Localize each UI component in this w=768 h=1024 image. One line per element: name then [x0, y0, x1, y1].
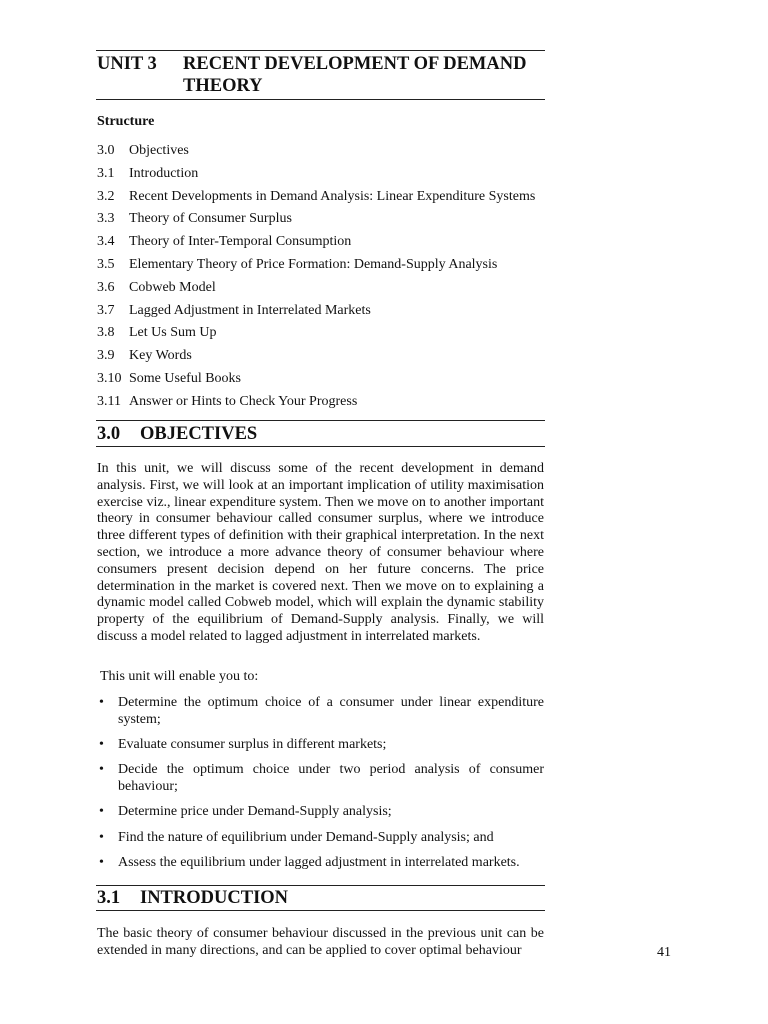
objectives-top-rule [96, 420, 545, 421]
bullet-item: • Determine the optimum choice of a consumer under linear expenditure system; [99, 695, 544, 727]
structure-item: 3.7 Lagged Adjustment in Interrelated Markets [97, 302, 371, 318]
objectives-paragraph: In this unit, we will discuss some of the recent development in demand analysis. First, we will look at an important implication of utility maximisation exercise viz., linear expenditure system. Then we move on to another important theory in consumer behaviour called consumer surplus, where we introduce three different types of definition with their graphical interpretation. In the next section, we introduce a more advance theory of consumer behaviour where consumers present decision depend on her future concerns. The price determination in the market is covered next. Then we move on to explaining a dynamic model called Cobweb model, which will explain the dynamic stability property of the equilibrium of Demand-Supply analysis. Finally, we will discuss a model related to lagged adjustment in interrelated markets. [97, 461, 544, 644]
structure-item: 3.3 Theory of Consumer Surplus [97, 211, 292, 227]
introduction-top-rule [96, 885, 545, 886]
bullet-icon: • [99, 695, 104, 710]
introduction-heading: 3.1 INTRODUCTION [97, 888, 289, 908]
structure-item: 3.9 Key Words [97, 348, 192, 364]
structure-item: 3.11 Answer or Hints to Check Your Progress [97, 393, 358, 409]
bullet-icon: • [99, 737, 104, 753]
bullet-icon: • [99, 829, 104, 845]
unit-heading-rule [96, 99, 545, 100]
bullet-item: • Evaluate consumer surplus in different markets; [99, 737, 387, 753]
introduction-paragraph: The basic theory of consumer behaviour discussed in the previous unit can be extended in many directions, and can be applied to cover optimal behaviour [97, 926, 544, 958]
structure-item: 3.1 Introduction [97, 165, 199, 181]
structure-item: 3.6 Cobweb Model [97, 279, 216, 295]
enable-intro: This unit will enable you to: [100, 669, 259, 684]
bullet-icon: • [99, 804, 104, 820]
bullet-icon: • [99, 855, 104, 871]
structure-item: 3.2 Recent Developments in Demand Analysis: Linear Expenditure Systems [97, 188, 536, 204]
top-rule [96, 50, 545, 51]
introduction-bottom-rule [96, 910, 545, 911]
page-number: 41 [657, 945, 671, 960]
bullet-item: • Determine price under Demand-Supply analysis; [99, 804, 392, 820]
bullet-item: • Decide the optimum choice under two period analysis of consumer behaviour; [99, 762, 544, 795]
structure-label: Structure [97, 114, 155, 129]
objectives-heading: 3.0 OBJECTIVES [97, 424, 258, 444]
structure-item: 3.8 Let Us Sum Up [97, 325, 217, 341]
bullet-icon: • [99, 762, 104, 778]
bullet-item: • Find the nature of equilibrium under Demand-Supply analysis; and [99, 829, 494, 845]
unit-number: UNIT 3 [97, 54, 157, 74]
structure-item: 3.0 Objectives [97, 143, 189, 158]
structure-item: 3.5 Elementary Theory of Price Formation: Demand-Supply Analysis [97, 256, 498, 272]
objectives-bottom-rule [96, 446, 545, 447]
structure-item: 3.10 Some Useful Books [97, 370, 241, 386]
objectives-bullet-list [97, 695, 544, 872]
structure-item: 3.4 Theory of Inter-Temporal Consumption [97, 234, 352, 250]
unit-title: RECENT DEVELOPMENT OF DEMAND THEORY [183, 54, 527, 96]
bullet-item: • Assess the equilibrium under lagged adjustment in interrelated markets. [99, 855, 520, 871]
structure-list [97, 141, 535, 415]
